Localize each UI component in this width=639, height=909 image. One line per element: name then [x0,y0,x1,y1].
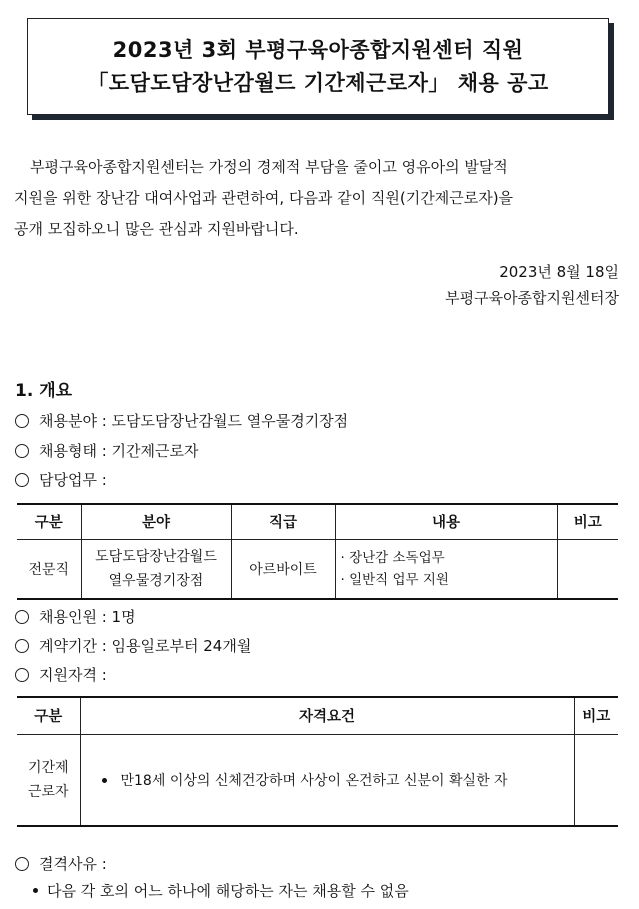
cell-rank: 아르바이트 [231,539,335,599]
signer: 부평구육아종합지원센터장 [445,289,619,307]
table-row [17,734,618,826]
intro-line1: 부평구육아종합지원센터는 가정의 경제적 부담을 줄이고 영유아의 발달적 [30,158,508,176]
cell-note [557,539,618,599]
intro-line2: 지원을 위한 장난감 대여사업과 관련하여, 다음과 같이 직원(기간제근로자)을 [14,189,514,207]
header-rank: 직급 [231,504,335,539]
cell-requirement: 만18세 이상의 신체건강하며 사상이 온건하고 신분이 확실한 자 [80,734,574,826]
circle-bullet-icon [15,414,29,428]
qualification-table [17,696,618,827]
circle-bullet-icon [15,857,29,871]
header-category: 구분 [17,697,80,734]
header-note: 비고 [557,504,618,539]
cell-note [574,734,618,826]
item-disqualification: 결격사유 : [15,853,107,874]
circle-bullet-icon [15,610,29,624]
section-heading: 1. 개요 [15,381,73,401]
bullet-icon [102,778,107,783]
title-line1: 2023년 3회 부평구육아종합지원센터 직원 [112,37,524,62]
circle-bullet-icon [15,473,29,487]
item-period: 계약기간 : 임용일로부터 24개월 [15,635,251,656]
disqualification-note: 다음 각 호의 어느 하나에 해당하는 자는 채용할 수 없음 [33,880,409,901]
item-field: 채용분야 : 도담도담장난감월드 열우물경기장점 [15,410,348,431]
cell-content: · 장난감 소독업무 · 일반직 업무 지원 [335,539,557,599]
intro-paragraph [14,152,620,245]
item-qualification: 지원자격 : [15,664,107,685]
header-field: 분야 [81,504,231,539]
bullet-icon [33,888,38,893]
intro-line3: 공개 모집하오니 많은 관심과 지원바랍니다. [14,220,299,238]
item-type: 채용형태 : 기간제근로자 [15,440,199,461]
item-duty: 담당업무 : [15,469,107,490]
circle-bullet-icon [15,668,29,682]
header-category: 구분 [17,504,81,539]
duty-table [17,503,618,600]
announcement-date: 2023년 8월 18일 [499,263,619,281]
header-content: 내용 [335,504,557,539]
duty-table-header [17,504,618,539]
cell-category: 전문직 [17,539,81,599]
cell-category: 기간제 근로자 [17,734,80,826]
header-note: 비고 [574,697,618,734]
title-line2: 「도담도담장난감월드 기간제근로자」 채용 공고 [87,70,549,95]
cell-field: 도담도담장난감월드 열우물경기장점 [81,539,231,599]
qual-table-header [17,697,618,734]
table-row [17,539,618,599]
header-requirement: 자격요건 [80,697,574,734]
title-box [27,18,609,115]
circle-bullet-icon [15,639,29,653]
item-count: 채용인원 : 1명 [15,606,136,627]
circle-bullet-icon [15,444,29,458]
